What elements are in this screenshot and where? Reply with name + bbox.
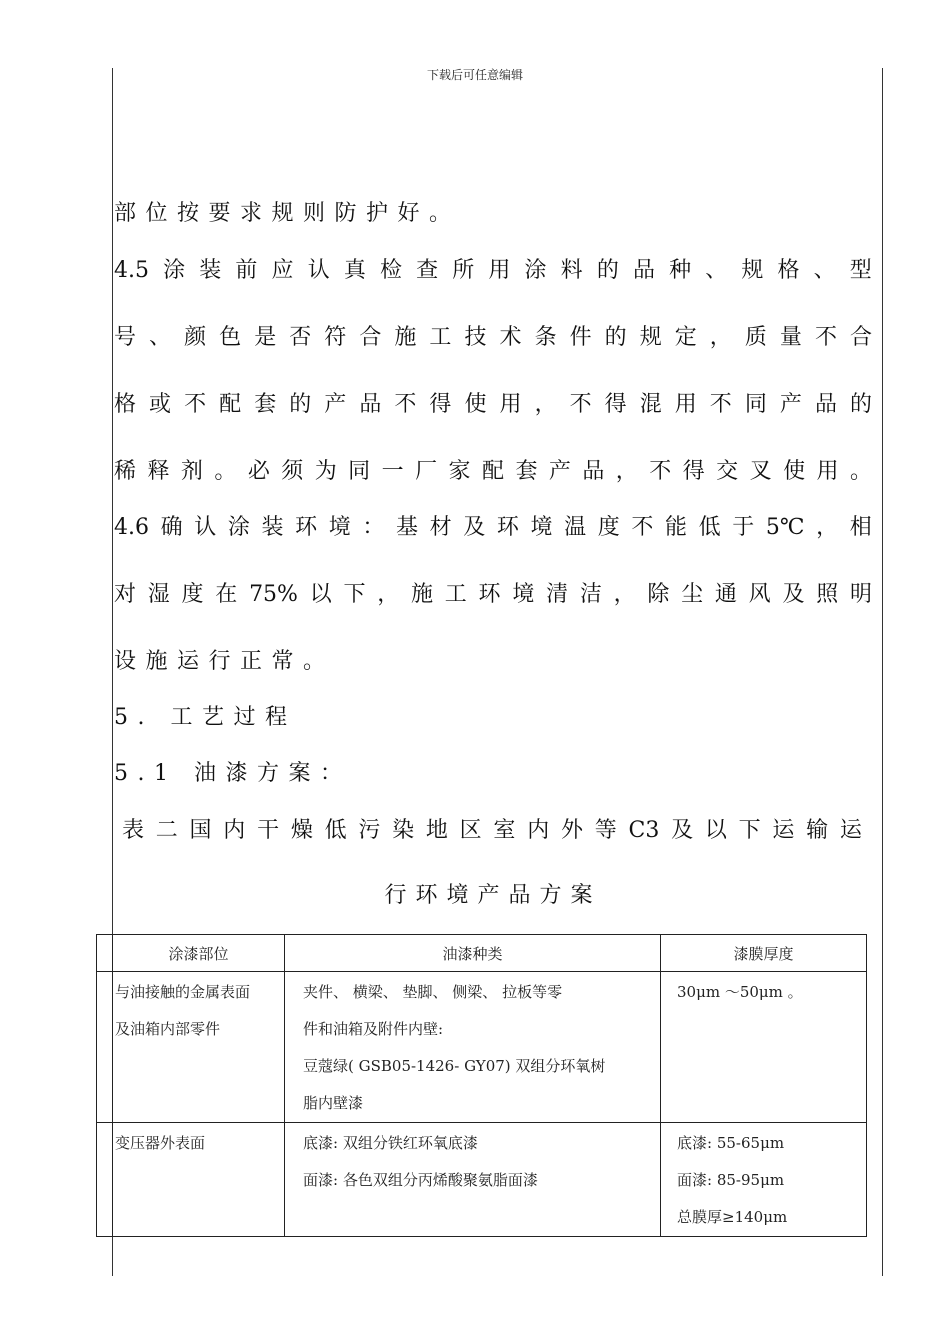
char: 质 bbox=[744, 325, 767, 350]
char: 必 bbox=[247, 459, 270, 484]
cell-line: 与油接触的金属表面 bbox=[115, 983, 251, 1001]
table-gutter-cell bbox=[97, 972, 113, 1123]
table-gutter-cell bbox=[97, 935, 113, 972]
char: 规 bbox=[741, 258, 764, 283]
char: 不 bbox=[709, 392, 732, 417]
char: 应 bbox=[271, 258, 294, 283]
char: 75% bbox=[249, 582, 298, 607]
char: 格 bbox=[114, 392, 137, 417]
char: C3 bbox=[628, 818, 660, 843]
char: 合 bbox=[849, 325, 872, 350]
char: 所 bbox=[452, 258, 475, 283]
char: 产 bbox=[324, 392, 347, 417]
char: 照 bbox=[816, 582, 839, 607]
char: 型 bbox=[849, 258, 872, 283]
char: ： bbox=[362, 515, 385, 540]
char: 用 bbox=[816, 459, 839, 484]
char: 低 bbox=[324, 818, 347, 843]
char: 运 bbox=[839, 818, 862, 843]
char: 套 bbox=[254, 392, 277, 417]
cell-thickness bbox=[661, 972, 867, 1123]
char: 下 bbox=[738, 818, 761, 843]
char: 度 bbox=[597, 515, 620, 540]
char: 厂 bbox=[415, 459, 438, 484]
cell-thickness bbox=[661, 1123, 867, 1237]
char: 输 bbox=[806, 818, 829, 843]
subsection-heading: 5.1 油漆方案： bbox=[114, 761, 352, 786]
cell-line: 及油箱内部零件 bbox=[115, 1020, 221, 1038]
table-gutter-cell bbox=[97, 1123, 113, 1237]
char: 确 bbox=[160, 515, 183, 540]
char: 除 bbox=[647, 582, 670, 607]
paragraph-line bbox=[114, 324, 872, 352]
char: 环 bbox=[496, 515, 519, 540]
char: 及 bbox=[463, 515, 486, 540]
char: ， bbox=[613, 582, 636, 607]
paragraph-line bbox=[114, 514, 872, 542]
char: 符 bbox=[324, 325, 347, 350]
char: 于 bbox=[732, 515, 755, 540]
char: 低 bbox=[698, 515, 721, 540]
char: 下 bbox=[343, 582, 366, 607]
char: 涂 bbox=[227, 515, 250, 540]
char: 不 bbox=[649, 459, 672, 484]
char: 不 bbox=[631, 515, 654, 540]
char: 或 bbox=[149, 392, 172, 417]
char: 对 bbox=[114, 582, 137, 607]
table-row bbox=[97, 1123, 867, 1237]
char: 的 bbox=[596, 258, 619, 283]
char: 得 bbox=[604, 392, 627, 417]
char: 的 bbox=[289, 392, 312, 417]
char: 温 bbox=[564, 515, 587, 540]
cell-line: 面漆: 各色双组分丙烯酸聚氨脂面漆 bbox=[303, 1171, 538, 1189]
paragraph-line: 部位按要求规则防护好。 bbox=[114, 201, 461, 226]
char: 明 bbox=[849, 582, 872, 607]
char: ， bbox=[709, 325, 732, 350]
char: 境 bbox=[328, 515, 351, 540]
section-heading: 5. 工艺过程 bbox=[114, 705, 297, 730]
char: 材 bbox=[429, 515, 452, 540]
char: 不 bbox=[569, 392, 592, 417]
char: 混 bbox=[639, 392, 662, 417]
char: 相 bbox=[849, 515, 872, 540]
char: 交 bbox=[716, 459, 739, 484]
char: 涂 bbox=[524, 258, 547, 283]
char: 一 bbox=[381, 459, 404, 484]
char: 外 bbox=[560, 818, 583, 843]
char: 境 bbox=[530, 515, 553, 540]
char: 用 bbox=[488, 258, 511, 283]
char: 得 bbox=[682, 459, 705, 484]
char: ， bbox=[816, 515, 839, 540]
char: 是 bbox=[254, 325, 277, 350]
char: ， bbox=[534, 392, 557, 417]
right-margin-line bbox=[882, 68, 883, 1276]
char: 定 bbox=[674, 325, 697, 350]
char: 。 bbox=[214, 459, 237, 484]
char: 合 bbox=[359, 325, 382, 350]
char: 环 bbox=[478, 582, 501, 607]
char: 清 bbox=[546, 582, 569, 607]
char: 污 bbox=[358, 818, 381, 843]
char: 否 bbox=[289, 325, 312, 350]
char: 湿 bbox=[147, 582, 170, 607]
paragraph-line: 设施运行正常。 bbox=[114, 649, 335, 674]
char: 在 bbox=[215, 582, 238, 607]
char: 4.6 bbox=[114, 515, 149, 540]
char: 施 bbox=[411, 582, 434, 607]
char: 内 bbox=[527, 818, 550, 843]
cell-paint bbox=[285, 1123, 661, 1237]
char: 查 bbox=[416, 258, 439, 283]
char: 及 bbox=[671, 818, 694, 843]
char: 风 bbox=[748, 582, 771, 607]
char: 的 bbox=[849, 392, 872, 417]
cell-line: 夹件、 横梁、 垫脚、 侧梁、 拉板等零 bbox=[303, 983, 563, 1001]
char: 干 bbox=[257, 818, 280, 843]
paragraph-line bbox=[114, 581, 872, 609]
paint-scheme-table bbox=[96, 934, 867, 1237]
char: ， bbox=[377, 582, 400, 607]
char: 、 bbox=[813, 258, 836, 283]
char: ， bbox=[615, 459, 638, 484]
char: 释 bbox=[147, 459, 170, 484]
char: 。 bbox=[849, 459, 872, 484]
char: 品 bbox=[814, 392, 837, 417]
char: 不 bbox=[814, 325, 837, 350]
char: 前 bbox=[235, 258, 258, 283]
char: 度 bbox=[181, 582, 204, 607]
char: 真 bbox=[343, 258, 366, 283]
table-row bbox=[97, 972, 867, 1123]
char: 环 bbox=[295, 515, 318, 540]
char: 为 bbox=[314, 459, 337, 484]
char: 规 bbox=[639, 325, 662, 350]
cell-part bbox=[113, 972, 285, 1123]
char: 4.5 bbox=[114, 258, 149, 283]
header-paint-type: 油漆种类 bbox=[285, 935, 661, 972]
char: 染 bbox=[392, 818, 415, 843]
char: 稀 bbox=[114, 459, 137, 484]
char: 表 bbox=[122, 818, 145, 843]
char: 不 bbox=[394, 392, 417, 417]
cell-part bbox=[113, 1123, 285, 1237]
cell-line: 件和油箱及附件内壁: bbox=[303, 1020, 444, 1038]
char: 产 bbox=[779, 392, 802, 417]
cell-paint bbox=[285, 972, 661, 1123]
char: 品 bbox=[359, 392, 382, 417]
char: 用 bbox=[499, 392, 522, 417]
char: 施 bbox=[394, 325, 417, 350]
char: 内 bbox=[223, 818, 246, 843]
char: 家 bbox=[448, 459, 471, 484]
char: 用 bbox=[674, 392, 697, 417]
table-header-row bbox=[97, 935, 867, 972]
char: 格 bbox=[777, 258, 800, 283]
char: 得 bbox=[429, 392, 452, 417]
char: 种 bbox=[669, 258, 692, 283]
cell-line: 脂内壁漆 bbox=[303, 1094, 364, 1112]
char: 剂 bbox=[180, 459, 203, 484]
char: 叉 bbox=[749, 459, 772, 484]
char: 装 bbox=[199, 258, 222, 283]
char: 尘 bbox=[681, 582, 704, 607]
table-caption-line-1 bbox=[122, 817, 862, 845]
char: 洁 bbox=[579, 582, 602, 607]
char: 量 bbox=[779, 325, 802, 350]
cell-line: 面漆: 85-95μm bbox=[677, 1171, 785, 1189]
char: 地 bbox=[425, 818, 448, 843]
char: 号 bbox=[114, 325, 137, 350]
cell-line: 底漆: 双组分铁红环氧底漆 bbox=[303, 1134, 478, 1152]
char: 品 bbox=[632, 258, 655, 283]
char: 等 bbox=[594, 818, 617, 843]
char: 以 bbox=[309, 582, 332, 607]
char: 装 bbox=[261, 515, 284, 540]
char: 配 bbox=[481, 459, 504, 484]
char: 、 bbox=[149, 325, 172, 350]
char: 境 bbox=[512, 582, 535, 607]
char: 检 bbox=[379, 258, 402, 283]
char: 同 bbox=[744, 392, 767, 417]
char: 使 bbox=[464, 392, 487, 417]
char: 使 bbox=[783, 459, 806, 484]
header-thickness: 漆膜厚度 bbox=[661, 935, 867, 972]
char: 色 bbox=[219, 325, 242, 350]
cell-line: 豆蔻绿( GSB05-1426- GY07) 双组分环氧树 bbox=[303, 1057, 606, 1075]
char: 室 bbox=[493, 818, 516, 843]
char: 、 bbox=[705, 258, 728, 283]
char: 技 bbox=[464, 325, 487, 350]
char: 燥 bbox=[290, 818, 313, 843]
char: 套 bbox=[515, 459, 538, 484]
paragraph-line bbox=[114, 391, 872, 419]
cell-line: 30μm ～50μm 。 bbox=[677, 983, 803, 1001]
char: 术 bbox=[499, 325, 522, 350]
char: 配 bbox=[219, 392, 242, 417]
char: 同 bbox=[348, 459, 371, 484]
char: 区 bbox=[459, 818, 482, 843]
char: 能 bbox=[664, 515, 687, 540]
cell-line: 底漆: 55-65μm bbox=[677, 1134, 785, 1152]
char: 品 bbox=[582, 459, 605, 484]
paragraph-line bbox=[114, 458, 872, 486]
char: 通 bbox=[714, 582, 737, 607]
char: 产 bbox=[548, 459, 571, 484]
char: 涂 bbox=[163, 258, 186, 283]
char: 5℃ bbox=[765, 515, 805, 540]
paragraph-line bbox=[114, 257, 872, 285]
char: 条 bbox=[534, 325, 557, 350]
table-caption-line-2: 行环境产品方案 bbox=[384, 883, 602, 908]
char: 颜 bbox=[184, 325, 207, 350]
char: 料 bbox=[560, 258, 583, 283]
char: 国 bbox=[189, 818, 212, 843]
cell-line: 总膜厚≥140μm bbox=[677, 1208, 788, 1226]
header-part: 涂漆部位 bbox=[113, 935, 285, 972]
char: 基 bbox=[395, 515, 418, 540]
char: 及 bbox=[782, 582, 805, 607]
char: 工 bbox=[429, 325, 452, 350]
header-note: 下载后可任意编辑 bbox=[426, 68, 523, 82]
char: 的 bbox=[604, 325, 627, 350]
char: 工 bbox=[444, 582, 467, 607]
char: 二 bbox=[155, 818, 178, 843]
char: 认 bbox=[194, 515, 217, 540]
char: 运 bbox=[772, 818, 795, 843]
char: 须 bbox=[281, 459, 304, 484]
char: 认 bbox=[307, 258, 330, 283]
char: 不 bbox=[184, 392, 207, 417]
cell-line: 变压器外表面 bbox=[115, 1134, 206, 1152]
char: 件 bbox=[569, 325, 592, 350]
char: 以 bbox=[704, 818, 727, 843]
